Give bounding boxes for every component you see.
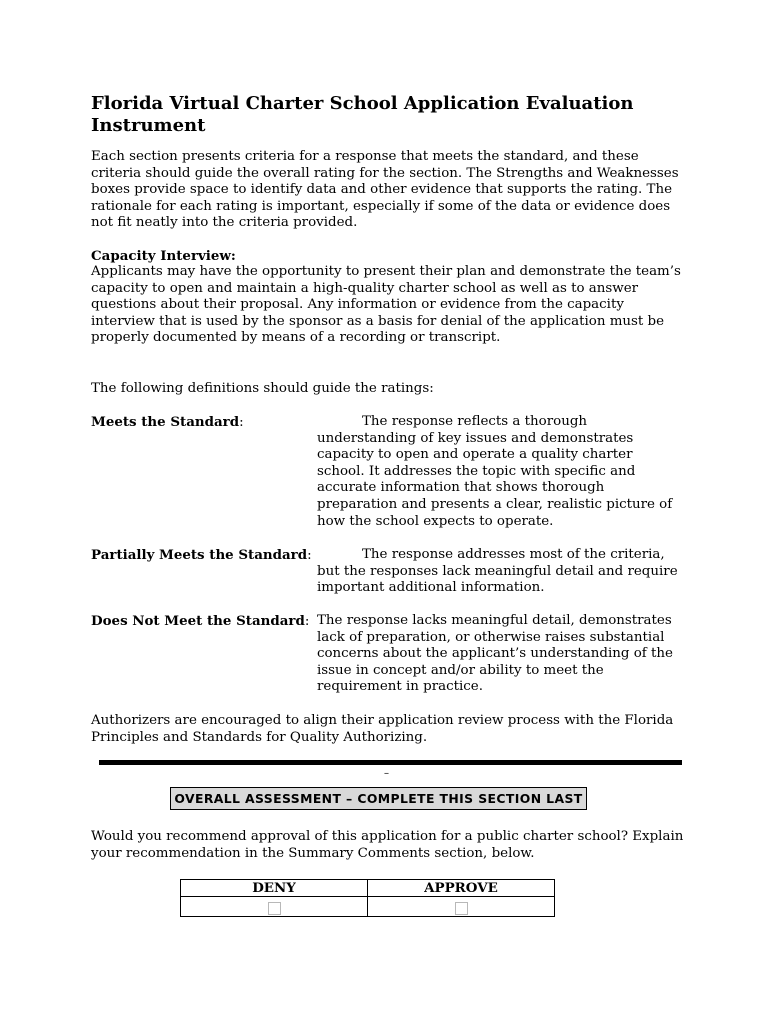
divider-dash: – xyxy=(384,768,389,779)
definition-colon: : xyxy=(307,548,312,563)
definition-term-label: Does Not Meet the Standard xyxy=(91,613,305,629)
definition-text-partially-meets: The response addresses most of the criteria, but the responses lack meaningful detail and require important additional information. xyxy=(317,547,678,596)
definition-colon: : xyxy=(304,614,310,629)
definition-term-partially-meets xyxy=(91,547,312,565)
intro-paragraph: Each section presents criteria for a response that meets the standard, and these criteria should guide the overall rating for the section. The Strengths and Weaknesses boxes provide space to identify data and other evidence that supports the rating. The rationale for each rating is important, especially if some of the data or evidence does not fit neatly into the criteria provided. xyxy=(91,149,679,231)
definition-term-does-not-meet xyxy=(91,613,309,631)
authorizers-note: Authorizers are encouraged to align their application review process with the Florida Principles and Standards for Quality Authorizing. xyxy=(91,713,674,745)
definition-text-does-not-meet: The response lacks meaningful detail, demonstrates lack of preparation, or otherwise raises substantial concerns about the applicant’s understanding of the issue in concept and/or ability to meet the requirement in practice. xyxy=(317,613,673,695)
overall-assessment-header: OVERALL ASSESSMENT – COMPLETE THIS SECTION LAST xyxy=(170,787,587,810)
table-header-row xyxy=(181,880,555,897)
deny-cell xyxy=(181,897,368,917)
definition-term-label: Partially Meets the Standard xyxy=(91,547,308,563)
section-divider xyxy=(99,760,682,765)
recommendation-question: Would you recommend approval of this application for a public charter school? Explain your recommendation in the Summary Comments section, below. xyxy=(91,829,684,861)
definition-text-meets: The response reflects a thorough understanding of key issues and demonstrates capacity to open and operate a quality charter school. It addresses the topic with specific and accurate information that shows thorough preparation and presents a clear, realistic picture of how the school expects to operate. xyxy=(317,414,673,529)
deny-checkbox[interactable] xyxy=(268,902,281,915)
definition-term-label: Meets the Standard xyxy=(91,414,240,430)
approve-column-header: APPROVE xyxy=(368,880,555,897)
deny-column-header: DENY xyxy=(181,880,368,897)
approve-cell xyxy=(368,897,555,917)
capacity-interview-text: Applicants may have the opportunity to present their plan and demonstrate the team’s capacity to open and maintain a high-quality charter school as well as to answer questions about their proposal. Any information or evidence from the capacity interview that is used by the sponsor as a basis for denial of the application must be properly documented by means of a recording or transcript. xyxy=(91,264,681,346)
definition-term-meets xyxy=(91,414,244,432)
approve-checkbox[interactable] xyxy=(455,902,468,915)
capacity-interview-heading: Capacity Interview: xyxy=(91,248,236,264)
recommendation-table xyxy=(180,879,555,917)
definitions-intro: The following definitions should guide the ratings: xyxy=(91,381,434,396)
document-title: Florida Virtual Charter School Application Evaluation Instrument xyxy=(91,93,634,136)
table-row xyxy=(181,897,555,917)
definition-colon: : xyxy=(239,415,244,430)
